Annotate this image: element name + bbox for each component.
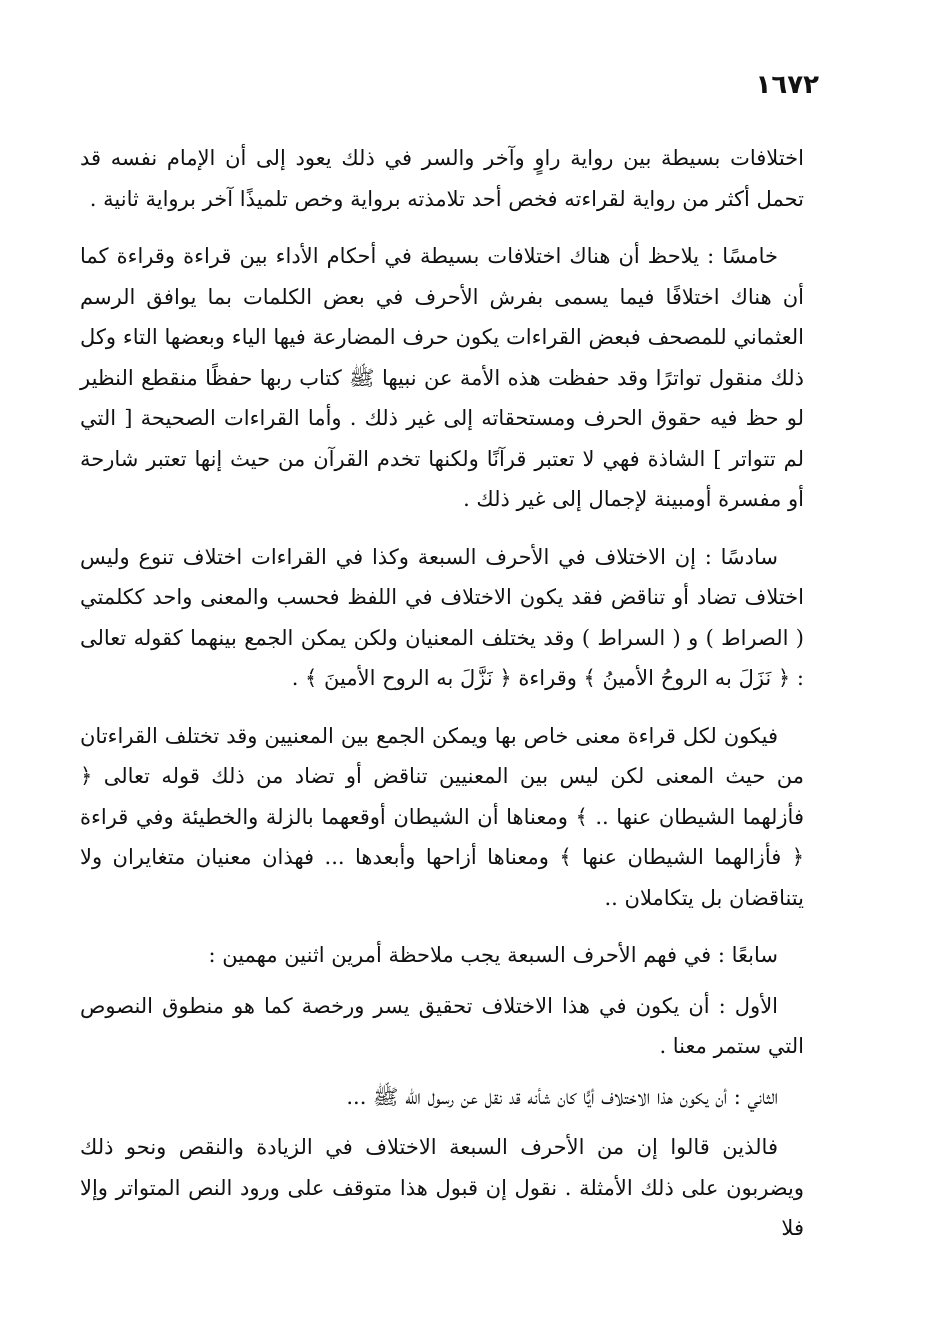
paragraph-seventh-point: سابعًا : في فهم الأحرف السبعة يجب ملاحظة أمرين اثنين مهمين :	[208, 943, 778, 967]
paragraph-addition-omission: فالذين قالوا إن من الأحرف السبعة الاختلاف في الزيادة والنقص ونحو ذلك ويضربون على ذلك الأمثلة . نقول إن قبول هذا متوقف على ورود النص المتواتر وإلا فلا	[80, 1135, 804, 1240]
paragraph-variant-narrations: اختلافات بسيطة بين رواية راوٍ وآخر والسر في ذلك يعود إلى أن الإمام نفسه قد تحمل أكثر من رواية لقراءته فخص أحد تلامذته برواية وخص تلميذًا آخر برواية ثانية .	[80, 146, 804, 211]
paragraph-two-meanings: فيكون لكل قراءة معنى خاص بها ويمكن الجمع بين المعنيين وقد تختلف القراءتان من حيث المعنى لكن ليس بين المعنيين تناقض أو تضاد من ذلك قوله تعالى ﴿ فأزلهما الشيطان عنها .. ﴾ ومعناها أن الشيطان أوقعهما بالزلة والخطيئة وفي قراءة ﴿ فأزالهما الشيطان عنها ﴾ ومعناها أزاحها وأبعدها ... فهذان معنيان متغايران ولا يتناقضان بل يتكاملان ..	[80, 723, 804, 910]
page-body	[80, 138, 804, 1266]
paragraph-first-matter: الأول : أن يكون في هذا الاختلاف تحقيق يسر ورخصة كما هو منطوق النصوص التي ستمر معنا .	[80, 993, 804, 1058]
paragraph-fifth-point: خامسًا : يلاحظ أن هناك اختلافات بسيطة في أحكام الأداء بين قراءة وقراءة كما أن هناك اختلافًا فيما يسمى بفرش الأحرف في بعض الكلمات بما يوافق الرسم العثماني للمصحف فبعض القراءات يكون حرف المضارعة فيها الياء وبعضها التاء وكل ذلك منقول تواترًا وقد حفظت هذه الأمة عن نبيها ﷺ كتاب ربها حفظًا منقطع النظير لو حظ فيه حقوق الحرف ومستحقاته إلى غير ذلك . وأما القراءات الصحيحة [ التي لم تتواتر ] الشاذة فهي لا تعتبر قرآنًا ولكنها تخدم القرآن من حيث إنها تعتبر شارحة أو مفسرة أومبينة لإجمال إلى غير ذلك .	[80, 244, 805, 511]
paragraph-sixth-point: سادسًا : إن الاختلاف في الأحرف السبعة وكذا في القراءات اختلاف تنوع وليس اختلاف تضاد أو تناقض فقد يكون الاختلاف في اللفظ فحسب والمعنى واحد ككلمتي ( الصراط ) و ( السراط ) وقد يختلف المعنيان ولكن يمكن الجمع بينهما كقوله تعالى : ﴿ نَزَلَ به الروحُ الأمينُ ﴾ وقراءة ﴿ نَزَّلَ به الروح الأمينَ ﴾ .	[80, 544, 804, 690]
page-number: ١٦٧٢	[755, 70, 819, 100]
paragraph-second-matter: الثاني : أن يكون هذا الاختلاف أيًّا كان شأنه قد نقل عن رسول الله ﷺ ...	[346, 1084, 778, 1109]
